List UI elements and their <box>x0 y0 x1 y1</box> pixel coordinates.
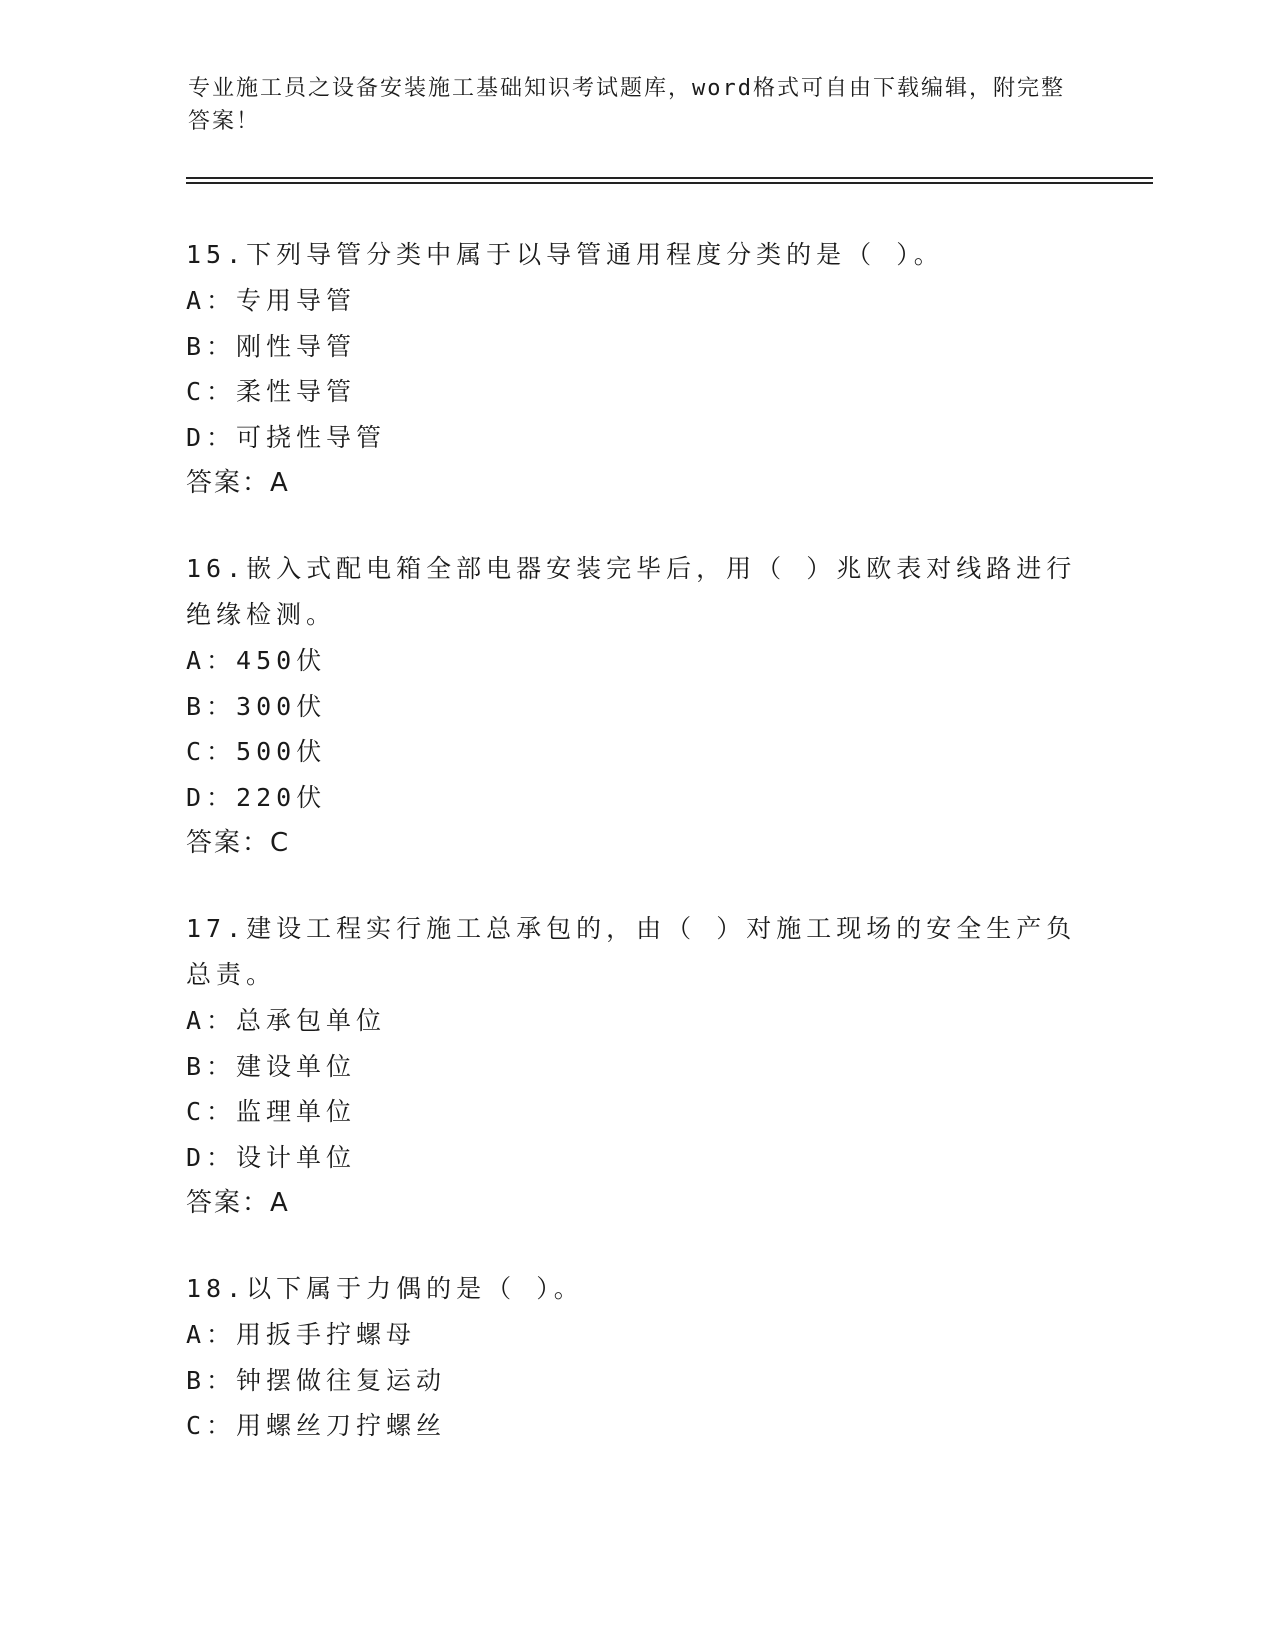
option-a: A：用扳手拧螺母 <box>186 1320 417 1349</box>
option-b: B：300伏 <box>186 691 327 721</box>
header-divider-bottom <box>186 182 1153 184</box>
question-17 <box>186 906 1086 1226</box>
option-b: B：刚性导管 <box>186 331 357 361</box>
question-stem: 15.下列导管分类中属于以导管通用程度分类的是（ ）。 <box>186 240 944 269</box>
option-b: B：建设单位 <box>186 1051 357 1081</box>
option-c: C：用螺丝刀拧螺丝 <box>186 1411 447 1440</box>
document-header: 专业施工员之设备安装施工基础知识考试题库，word格式可自由下载编辑，附完整答案！ <box>188 76 1065 134</box>
option-b: B：钟摆做往复运动 <box>186 1365 447 1395</box>
question-16 <box>186 546 1086 866</box>
question-stem: 17.建设工程实行施工总承包的，由（ ）对施工现场的安全生产负总责。 <box>186 914 1077 989</box>
header-divider-top <box>186 177 1153 179</box>
option-c: C：500伏 <box>186 737 327 766</box>
option-a: A：450伏 <box>186 646 327 675</box>
option-c: C：监理单位 <box>186 1097 357 1126</box>
question-stem: 16.嵌入式配电箱全部电器安装完毕后，用（ ）兆欧表对线路进行绝缘检测。 <box>186 554 1077 629</box>
option-d: D：220伏 <box>186 782 327 812</box>
option-c: C：柔性导管 <box>186 377 357 406</box>
option-d: D：可挠性导管 <box>186 422 387 452</box>
option-d: D：设计单位 <box>186 1142 357 1172</box>
question-15 <box>186 232 1086 506</box>
question-18 <box>186 1266 1086 1449</box>
option-a: A：总承包单位 <box>186 1006 387 1035</box>
answer: 答案：A <box>186 1188 290 1218</box>
question-list <box>186 232 1086 1489</box>
answer: 答案：C <box>186 828 291 858</box>
question-stem: 18.以下属于力偶的是（ ）。 <box>186 1274 584 1303</box>
option-a: A：专用导管 <box>186 286 357 315</box>
answer: 答案：A <box>186 468 290 498</box>
